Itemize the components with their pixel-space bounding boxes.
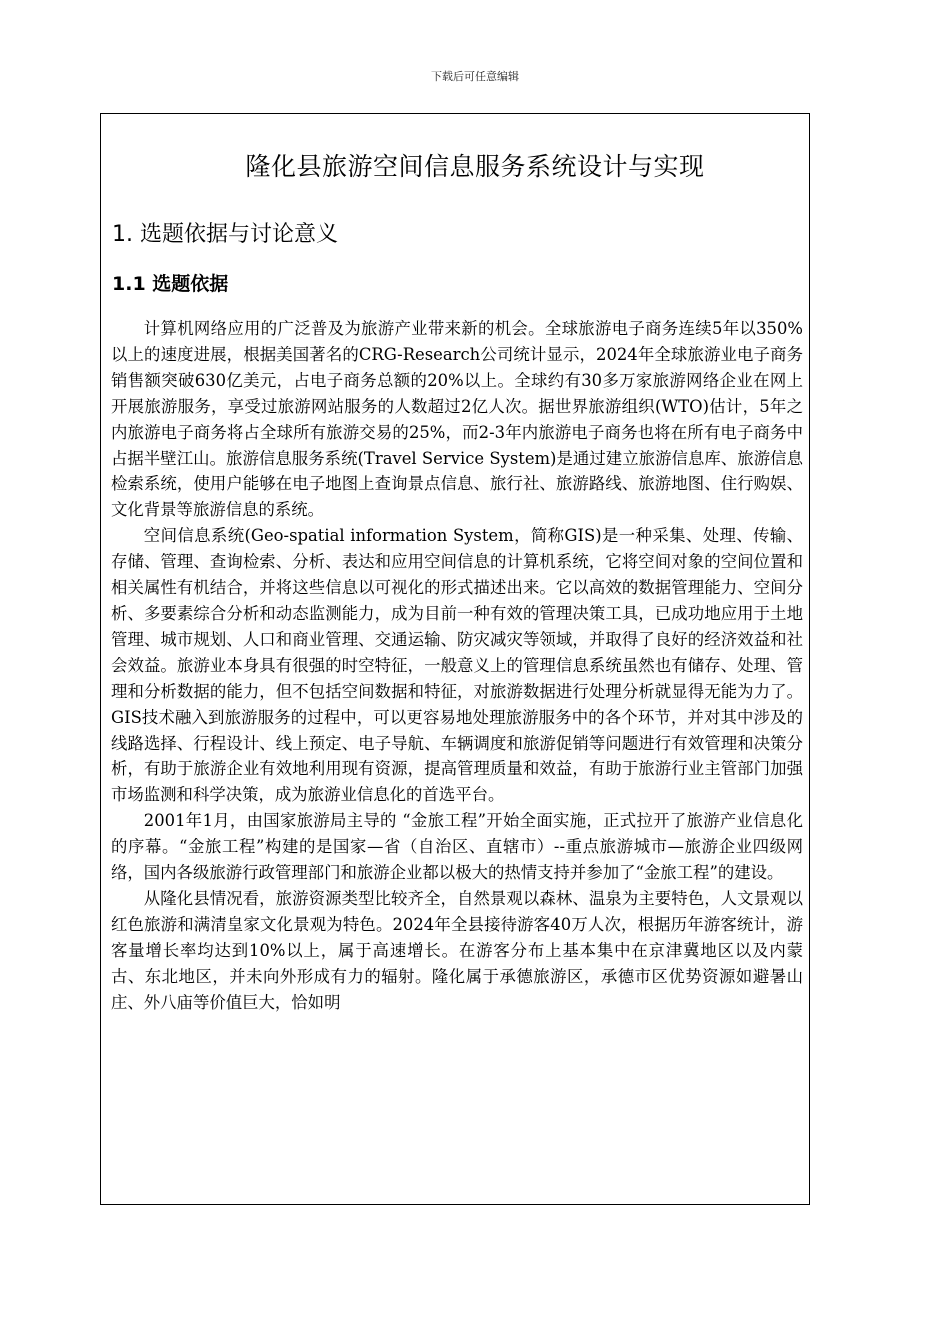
subsection-heading: 1.1 选题依据 [112,273,229,295]
header-note: 下载后可任意编辑 [431,70,519,83]
body-text [111,316,803,1015]
paragraph: 从隆化县情况看，旅游资源类型比较齐全，自然景观以森林、温泉为主要特色，人文景观以红色旅游和满清皇家文化景观为特色。2024年全县接待游客40万人次，根据历年游客统计，游客量增长率均达到10%以上，属于高速增长。在游客分布上基本集中在京津冀地区以及内蒙古、东北地区，并未向外形成有力的辐射。隆化属于承德旅游区，承德市区优势资源如避暑山庄、外八庙等价值巨大，恰如明 [111,888,803,1012]
paragraph: 计算机网络应用的广泛普及为旅游产业带来新的机会。全球旅游电子商务连续5年以350%以上的速度进展，根据美国著名的CRG-Research公司统计显示，2024年全球旅游业电子商务销售额突破630亿美元，占电子商务总额的20%以上。全球约有30多万家旅游网络企业在网上开展旅游服务，享受过旅游网站服务的人数超过2亿人次。据世界旅游组织(WTO)估计，5年之内旅游电子商务将占全球所有旅游交易的25%，而2-3年内旅游电子商务也将在所有电子商务中占据半壁江山。旅游信息服务系统(Travel Service System)是通过建立旅游信息库、旅游信息检索系统，使用户能够在电子地图上查询景点信息、旅行社、旅游路线、旅游地图、住行购娱、文化背景等旅游信息的系统。 [111,319,803,520]
document-title: 隆化县旅游空间信息服务系统设计与实现 [245,152,705,181]
paragraph: 空间信息系统(Geo-spatial information System，简称GIS)是一种采集、处理、传输、存储、管理、查询检索、分析、表达和应用空间信息的计算机系统，它将空间对象的空间位置和相关属性有机结合，并将这些信息以可视化的形式描述出来。它以高效的数据管理能力、空间分析、多要素综合分析和动态监测能力，成为目前一种有效的管理决策工具，已成功地应用于土地管理、城市规划、人口和商业管理、交通运输、防灾减灾等领域，并取得了良好的经济效益和社会效益。旅游业本身具有很强的时空特征，一般意义上的管理信息系统虽然也有储存、处理、管理和分析数据的能力，但不包括空间数据和特征，对旅游数据进行处理分析就显得无能为力了。GIS技术融入到旅游服务的过程中，可以更容易地处理旅游服务中的各个环节，并对其中涉及的线路选择、行程设计、线上预定、电子导航、车辆调度和旅游促销等问题进行有效管理和决策分析，有助于旅游企业有效地利用现有资源，提高管理质量和效益，有助于旅游行业主管部门加强市场监测和科学决策，成为旅游业信息化的首选平台。 [111,526,803,805]
paragraph: 2001年1月，由国家旅游局主导的 “金旅工程”开始全面实施，正式拉开了旅游产业信息化的序幕。“金旅工程”构建的是国家—省（自治区、直辖市）--重点旅游城市—旅游企业四级网络，国内各级旅游行政管理部门和旅游企业都以极大的热情支持并参加了“金旅工程”的建设。 [111,811,803,883]
section-heading: 1. 选题依据与讨论意义 [112,222,338,247]
